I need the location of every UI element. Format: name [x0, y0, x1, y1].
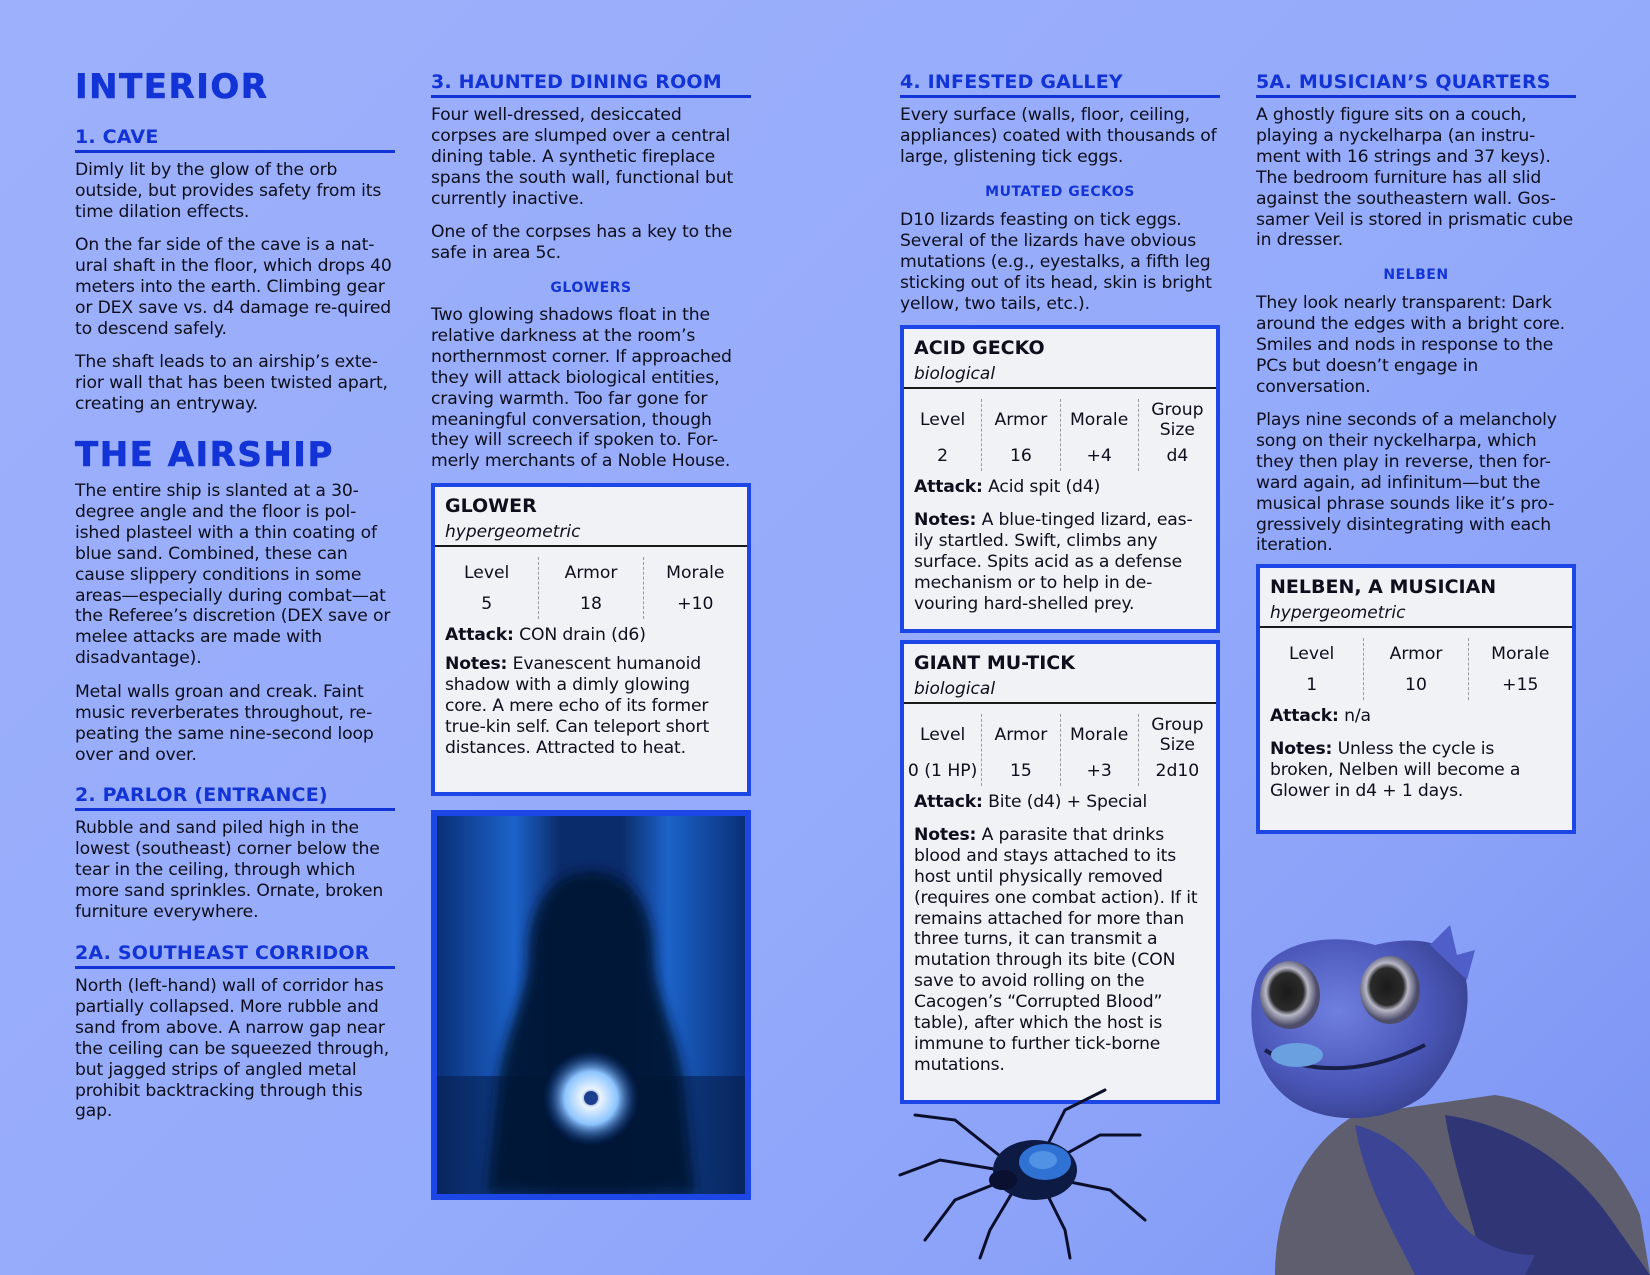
- stat-label: Morale: [1069, 410, 1129, 430]
- glowers-subheading: GLOWERS: [550, 280, 632, 296]
- statblock-notes: [904, 825, 1216, 1076]
- stat-value: 18: [580, 594, 602, 614]
- stat-label: Level: [463, 563, 510, 583]
- notes-value: A parasite that drinks blood and stays attached to its host until physically removed (requires one combat action). If it remains attached for more than three turns, it can transmit a mutation through its bite (CON save to avoid rolling on the Cacogen’s “Corrupted Blood” table), after which the host is immune to further tick-borne mutations.: [914, 824, 1198, 1075]
- stat-value: 15: [1009, 761, 1032, 781]
- notes-value: Unless the cycle is broken, Nelben will become a Glower in d4 + 1 days.: [1270, 738, 1521, 801]
- cave-paragraph-2: On the far side of the cave is a nat-ural shaft in the floor, which drops 40 meters into the earth. Climbing gear or DEX save vs. d4 damage re-quired to descend safely.: [75, 235, 392, 339]
- notes-label: Notes:: [445, 653, 508, 674]
- stat-table: [904, 399, 1216, 471]
- stat-label: Level: [919, 410, 966, 430]
- corridor-paragraph: North (left-hand) wall of corridor has partially collapsed. More rubble and sand from above. A narrow gap near the ceiling can be squeezed through, but jagged strips of angled metal prohibit backtracking through this gap.: [75, 976, 390, 1122]
- stat-morale: [1060, 714, 1138, 786]
- stat-level: [904, 399, 981, 471]
- attack-value: CON drain (d6): [519, 625, 646, 645]
- nelben-statblock: [1256, 564, 1576, 834]
- stat-label: Morale: [1069, 725, 1129, 745]
- stat-label: Group Size: [1151, 400, 1204, 440]
- stat-level: [1260, 638, 1363, 700]
- stat-table: [904, 714, 1216, 786]
- dining-paragraph-2: One of the corpses has a key to the safe in area 5c.: [431, 222, 733, 263]
- notes-label: Notes:: [914, 509, 977, 530]
- gecko-illustration: [1235, 925, 1650, 1275]
- statblock-type: hypergeometric: [1260, 600, 1572, 628]
- attack-label: Attack:: [914, 792, 983, 812]
- statblock-type: hypergeometric: [435, 519, 747, 547]
- statblock-name: NELBEN, A MUSICIAN: [1270, 576, 1497, 598]
- stat-label: Armor: [564, 563, 618, 583]
- nelben-paragraph-2: Plays nine seconds of a melancholy song on their nyckelharpa, which they then play in reverse, then for-ward again, ad infinitum—but the musical phrase sounds like it’s pro-gressively disintegrating with each iteration.: [1256, 410, 1557, 556]
- stat-morale: [643, 557, 747, 619]
- statblock-type: biological: [904, 676, 1216, 704]
- galley-heading: 4. INFESTED GALLEY: [900, 71, 1220, 98]
- nelben-paragraph-1: They look nearly transparent: Dark around the edges with a bright core. Smiles and nods in response to the PCs but doesn’t engage in conversation.: [1256, 293, 1565, 397]
- glower-statblock: [431, 483, 751, 796]
- quarters-paragraph: A ghostly figure sits on a couch, playing a nyckelharpa (an instru-ment with 16 strings and 37 keys). The bedroom furniture has all slid against the southeastern wall. Gos-samer Veil is stored in prismatic cube in dresser.: [1256, 105, 1574, 251]
- stat-armor: [981, 399, 1059, 471]
- parlor-paragraph: Rubble and sand piled high in the lowest (southeast) corner below the tear in the ceiling, through which more sand sprinkles. Ornate, broken furniture everywhere.: [75, 818, 384, 922]
- attack-value: Bite (d4) + Special: [988, 792, 1148, 812]
- attack-label: Attack:: [1270, 706, 1339, 726]
- statblock-type: biological: [904, 361, 1216, 389]
- stat-armor: [538, 557, 642, 619]
- stat-label: Armor: [1389, 644, 1443, 664]
- galley-paragraph: Every surface (walls, floor, ceiling, appliances) coated with thousands of large, glistening tick eggs.: [900, 105, 1217, 167]
- stat-level: [904, 714, 981, 786]
- stat-table: [435, 557, 747, 619]
- stat-value: +10: [677, 594, 714, 614]
- stat-label: Level: [919, 725, 966, 745]
- statblock-notes: [1260, 739, 1572, 802]
- statblock-attack: [904, 792, 1216, 813]
- corridor-heading: 2A. SOUTHEAST CORRIDOR: [75, 942, 395, 969]
- stat-group-size: [1138, 399, 1216, 471]
- statblock-notes: [435, 654, 747, 759]
- notes-value: Evanescent humanoid shadow with a dimly glowing core. A mere echo of its former true-kin self. Can teleport short distances. Attracted to heat.: [445, 653, 710, 758]
- attack-label: Attack:: [914, 477, 983, 497]
- parlor-heading: 2. PARLOR (ENTRANCE): [75, 784, 395, 811]
- stat-value: d4: [1166, 446, 1189, 466]
- notes-label: Notes:: [1270, 738, 1333, 759]
- tick-illustration: [895, 1080, 1155, 1260]
- geckos-paragraph: D10 lizards feasting on tick eggs. Several of the lizards have obvious mutations (e.g., eyestalks, a fifth leg sticking out of its head, skin is bright yellow, two tails, etc.).: [900, 210, 1212, 314]
- stat-value: 16: [1009, 446, 1032, 466]
- stat-label: Group Size: [1151, 715, 1204, 755]
- stat-label: Morale: [666, 563, 725, 583]
- glowers-paragraph: Two glowing shadows float in the relative darkness at the room’s northernmost corner. If approached they will attack biological entities, craving warmth. Too far gone for meaningful conversation, though they will screech if spoken to. For-merly merchants of a Noble House.: [431, 305, 732, 472]
- notes-label: Notes:: [914, 824, 977, 845]
- stat-value: +3: [1086, 761, 1112, 781]
- glower-shadow-illustration: [437, 816, 745, 1194]
- mu-tick-statblock: [900, 640, 1220, 1104]
- stat-label: Armor: [994, 410, 1048, 430]
- statblock-name: GIANT MU-TICK: [914, 652, 1075, 674]
- stat-value: 1: [1306, 675, 1318, 695]
- geckos-subheading: MUTATED GECKOS: [985, 184, 1135, 200]
- statblock-attack: [904, 477, 1216, 498]
- stat-group-size: [1138, 714, 1216, 786]
- cave-paragraph-1: Dimly lit by the glow of the orb outside, but provides safety from its time dilation effects.: [75, 160, 382, 222]
- airship-paragraph-2: Metal walls groan and creak. Faint music reverberates throughout, re-peating the same nine-second loop over and over.: [75, 682, 374, 765]
- attack-value: Acid spit (d4): [988, 477, 1101, 497]
- stat-armor: [1363, 638, 1467, 700]
- stat-value: 2d10: [1155, 761, 1200, 781]
- notes-value: A blue-tinged lizard, eas-ily startled. Swift, climbs any surface. Spits acid as a defense mechanism or to help in de-vouring hard-shelled prey.: [914, 509, 1193, 614]
- stat-table: [1260, 638, 1572, 700]
- stat-value: 10: [1405, 675, 1427, 695]
- quarters-heading: 5A. MUSICIAN’S QUARTERS: [1256, 71, 1576, 98]
- airship-heading: THE AIRSHIP: [75, 435, 334, 475]
- stat-label: Level: [1288, 644, 1335, 664]
- stat-value: +4: [1086, 446, 1112, 466]
- nelben-subheading: NELBEN: [1383, 267, 1449, 283]
- statblock-notes: [904, 510, 1216, 615]
- stat-value: 0 (1 HP): [907, 761, 978, 781]
- statblock-attack: [1260, 706, 1572, 727]
- stat-value: 5: [481, 594, 493, 614]
- stat-value: 2: [937, 446, 949, 466]
- stat-morale: [1060, 399, 1138, 471]
- dining-paragraph-1: Four well-dressed, desiccated corpses are slumped over a central dining table. A synthetic fireplace spans the south wall, functional but currently inactive.: [431, 105, 734, 209]
- attack-label: Attack:: [445, 625, 514, 645]
- stat-morale: [1468, 638, 1572, 700]
- stat-armor: [981, 714, 1059, 786]
- stat-label: Armor: [994, 725, 1048, 745]
- dining-heading: 3. HAUNTED DINING ROOM: [431, 71, 751, 98]
- stat-level: [435, 557, 538, 619]
- statblock-attack: [435, 625, 747, 646]
- glower-shadow-image: [431, 810, 751, 1200]
- stat-label: Morale: [1491, 644, 1550, 664]
- interior-heading: INTERIOR: [75, 67, 269, 107]
- statblock-name: GLOWER: [445, 495, 537, 517]
- acid-gecko-statblock: [900, 325, 1220, 633]
- cave-paragraph-3: The shaft leads to an airship’s exte-rior wall that has been twisted apart, creating an entryway.: [75, 352, 388, 414]
- stat-value: +15: [1502, 675, 1539, 695]
- cave-heading: 1. CAVE: [75, 126, 395, 153]
- statblock-name: ACID GECKO: [914, 337, 1045, 359]
- airship-paragraph-1: The entire ship is slanted at a 30-degree angle and the floor is pol-ished plasteel with a thin coating of blue sand. Combined, these can cause slippery conditions in some areas—especially during combat—at the Referee’s discretion (DEX save or melee attacks are made with disadvantage).: [75, 481, 391, 669]
- attack-value: n/a: [1344, 706, 1371, 726]
